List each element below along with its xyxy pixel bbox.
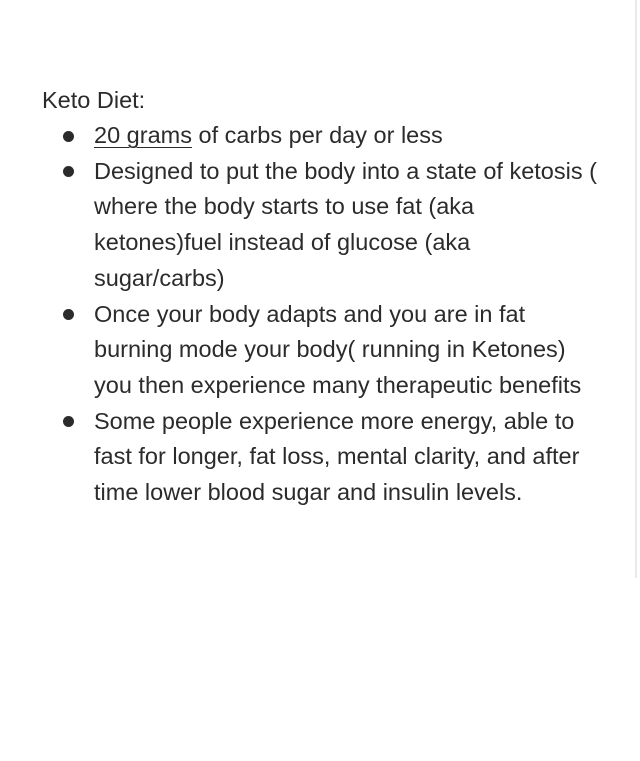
bullet-text: of carbs per day or less <box>191 122 443 148</box>
bullet-text: Designed to put the body into a state of ketosis ( where the body starts to use fat (aka ketones)fuel instead of glucose (aka sugar/carbs) <box>94 157 597 291</box>
note-title: Keto Diet: <box>42 87 146 113</box>
bullet-dot-icon <box>63 131 74 142</box>
bullet-item-ketosis <box>42 154 602 297</box>
bullet-text: Some people experience more energy, able to fast for longer, fat loss, mental clarity, and after time lower blood sugar and insulin levels. <box>94 407 580 506</box>
bullet-dot-icon <box>63 309 74 320</box>
bullet-item-benefits <box>42 404 602 511</box>
bullet-dot-icon <box>63 166 74 177</box>
bullet-list <box>42 118 602 511</box>
underlined-text: 20 grams <box>94 122 192 148</box>
note-content <box>42 82 602 511</box>
bullet-text: Once your body adapts and you are in fat burning mode your body( running in Ketones) you then experience many therapeutic benefits <box>94 300 582 398</box>
scroll-edge <box>635 0 637 578</box>
bullet-dot-icon <box>63 416 74 427</box>
bullet-item-adaptation <box>42 297 602 404</box>
bullet-item-carbs <box>42 118 602 154</box>
